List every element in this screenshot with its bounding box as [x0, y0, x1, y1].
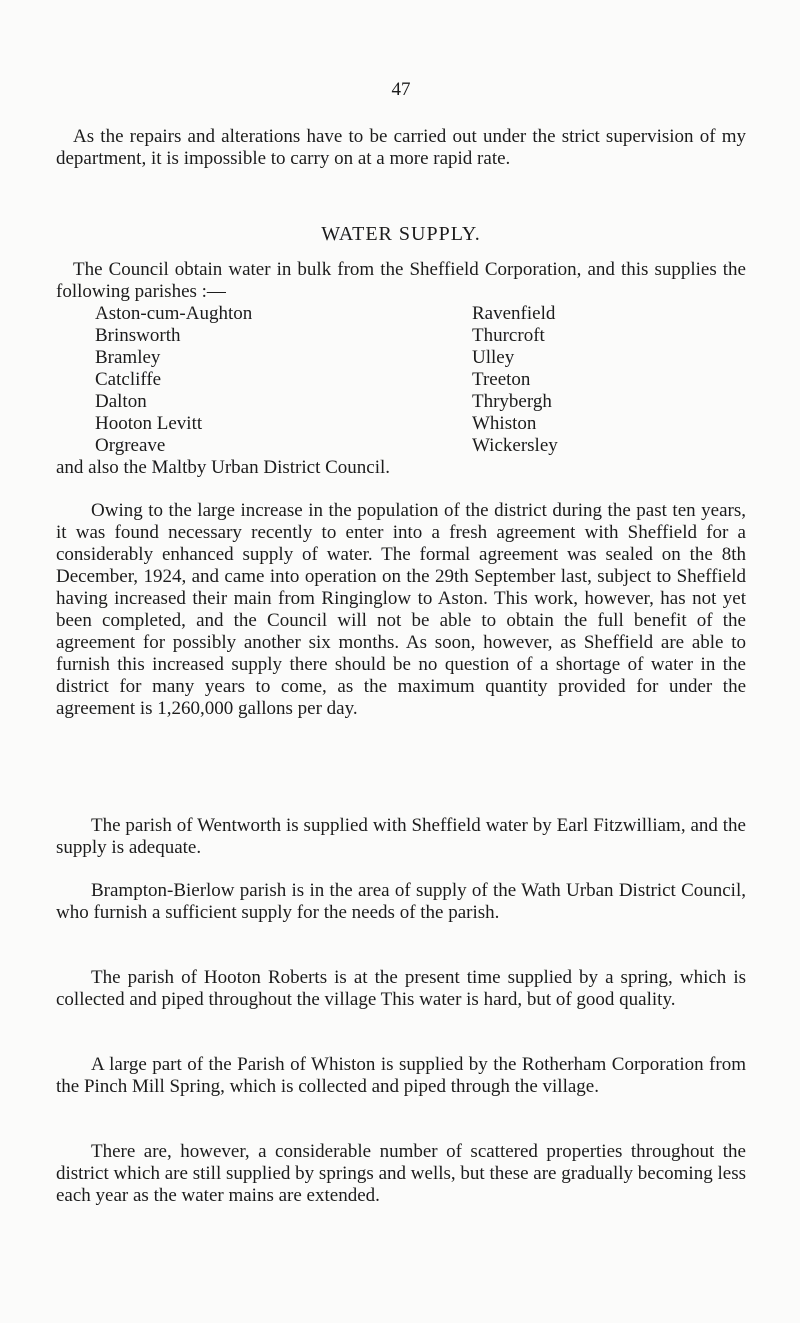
parish-item: Brinsworth — [95, 325, 181, 346]
page-number: 47 — [391, 79, 411, 100]
parish-item: Hooton Levitt — [95, 413, 203, 434]
parish-item: Orgreave — [95, 435, 166, 456]
parish-item: Ulley — [472, 347, 515, 368]
intro-paragraph: As the repairs and alterations have to be carried out under the strict supervision of my department, it is impossible to carry on at a more rapid rate. — [56, 126, 746, 169]
parish-item: Dalton — [95, 391, 147, 412]
section-heading: WATER SUPPLY. — [321, 223, 481, 245]
paragraph-hooton-roberts: The parish of Hooton Roberts is at the present time supplied by a spring, which is collected and piped throughout the village This water is hard, but of good quality. — [56, 967, 746, 1010]
parish-item: Ravenfield — [472, 303, 556, 324]
parish-item: Treeton — [472, 369, 531, 390]
parish-list-right — [472, 303, 558, 457]
parish-item: Catcliffe — [95, 369, 162, 390]
parish-item: Bramley — [95, 347, 161, 368]
maltby-line: and also the Maltby Urban District Council. — [56, 457, 391, 478]
parish-item: Wickersley — [472, 435, 558, 456]
paragraph-agreement: Owing to the large increase in the population of the district during the past ten years, it was found necessary recently to enter into a fresh agreement with Sheffield for a considerably enhanced supply of water. The formal agreement was sealed on the 8th December, 1924, and came into operation on the 29th September last, subject to Sheffield having increased their main from Ringinglow to Aston. This work, however, has not yet been completed, and the Council will not be able to obtain the full benefit of the agreement for possibly another six months. As soon, however, as Sheffield are able to furnish this increased supply there should be no question of a shortage of water in the district for many years to come, as the maximum quantity provided for under the agreement is 1,260,000 gallons per day. — [56, 500, 746, 719]
parish-item: Thrybergh — [472, 391, 552, 412]
paragraph-brampton-bierlow: Brampton-Bierlow parish is in the area of supply of the Wath Urban District Council, who furnish a sufficient supply for the needs of the parish. — [56, 880, 746, 923]
paragraph-wentworth: The parish of Wentworth is supplied with Sheffield water by Earl Fitzwilliam, and the supply is adequate. — [56, 815, 746, 858]
council-intro-paragraph: The Council obtain water in bulk from the Sheffield Corporation, and this supplies the following parishes :— — [56, 259, 746, 302]
parish-item: Aston-cum-Aughton — [95, 303, 253, 324]
paragraph-scattered-properties: There are, however, a considerable number of scattered properties throughout the district which are still supplied by springs and wells, but these are gradually becoming less each year as the water mains are extended. — [56, 1141, 746, 1206]
paragraph-whiston: A large part of the Parish of Whiston is supplied by the Rotherham Corporation from the Pinch Mill Spring, which is collected and piped through the village. — [56, 1054, 746, 1097]
parish-item: Whiston — [472, 413, 537, 434]
parish-item: Thurcroft — [472, 325, 545, 346]
parish-list-left — [95, 303, 252, 457]
